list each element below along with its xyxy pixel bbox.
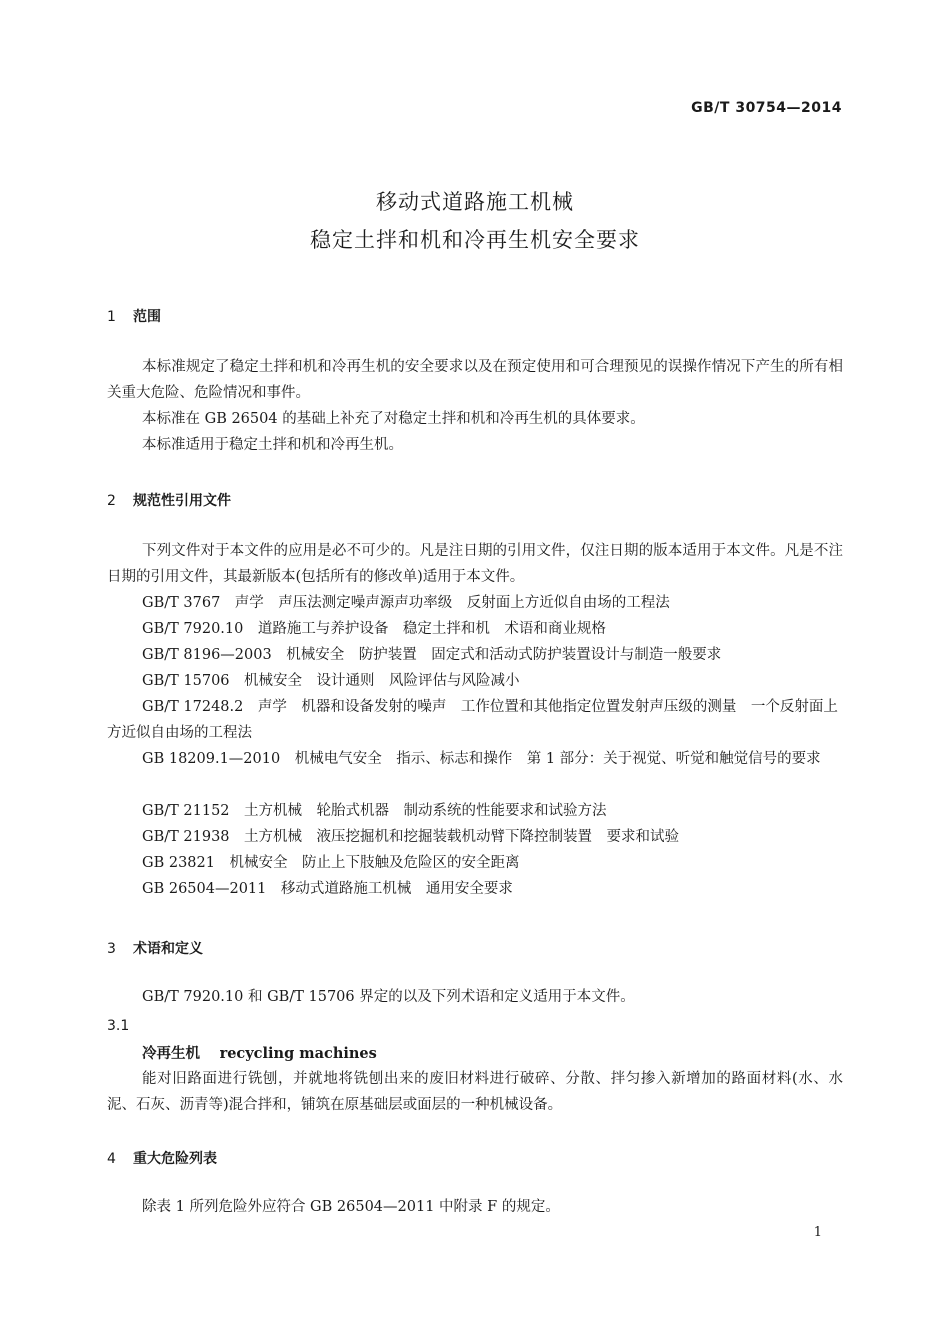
reference-item: GB/T 3767 声学 声压法测定噪声源声功率级 反射面上方近似自由场的工程法: [142, 595, 670, 611]
reference-item: GB/T 7920.10 道路施工与养护设备 稳定土拌和机 术语和商业规格: [142, 621, 606, 637]
section-heading-scope: [107, 306, 161, 326]
reference-item: GB/T 8196—2003 机械安全 防护装置 固定式和活动式防护装置设计与制造一般要求: [142, 647, 722, 663]
reference-item: GB 26504—2011 移动式道路施工机械 通用安全要求: [142, 881, 513, 897]
paragraph: 除表 1 所列危险外应符合 GB 26504—2011 中附录 F 的规定。: [142, 1199, 560, 1215]
section-title: 重大危险列表: [133, 1151, 217, 1167]
document-title-line1: 移动式道路施工机械: [376, 190, 574, 214]
reference-item: GB/T 21152 土方机械 轮胎式机器 制动系统的性能要求和试验方法: [142, 803, 607, 819]
paragraph: 本标准规定了稳定土拌和机和冷再生机的安全要求以及在预定使用和可合理预见的误操作情况下产生的所有相关重大危险、危险情况和事件。: [107, 359, 843, 401]
section-number: 3: [107, 941, 116, 957]
paragraph: 本标准适用于稳定土拌和机和冷再生机。: [142, 437, 403, 453]
reference-item: GB 18209.1—2010 机械电气安全 指示、标志和操作 第 1 部分：关于视觉、听觉和触觉信号的要求: [142, 751, 821, 767]
section-title: 范围: [133, 309, 161, 325]
reference-item: GB/T 21938 土方机械 液压挖掘机和挖掘装载机动臂下降控制装置 要求和试验: [142, 829, 680, 845]
page-number: 1: [813, 1225, 822, 1240]
paragraph: GB/T 7920.10 和 GB/T 15706 界定的以及下列术语和定义适用于本文件。: [142, 989, 635, 1005]
section-number: 4: [107, 1151, 116, 1167]
standard-number: GB/T 30754—2014: [691, 100, 842, 116]
section-number: 1: [107, 309, 116, 325]
section-heading-hazards: [107, 1148, 217, 1168]
section-number: 2: [107, 493, 116, 509]
reference-item: GB/T 17248.2 声学 机器和设备发射的噪声 工作位置和其他指定位置发射声压级的测量 一个反射面上方近似自由场的工程法: [107, 699, 838, 741]
paragraph: 本标准在 GB 26504 的基础上补充了对稳定土拌和机和冷再生机的具体要求。: [142, 411, 645, 427]
paragraph: 下列文件对于本文件的应用是必不可少的。凡是注日期的引用文件，仅注日期的版本适用于本文件。凡是不注日期的引用文件，其最新版本(包括所有的修改单)适用于本文件。: [107, 543, 843, 585]
term-chinese: 冷再生机: [142, 1045, 200, 1062]
section-heading-terms: [107, 938, 203, 958]
term-number: 3.1: [107, 1018, 130, 1034]
term-definition: 能对旧路面进行铣刨，并就地将铣刨出来的废旧材料进行破碎、分散、拌匀掺入新增加的路面材料(水、水泥、石灰、沥青等)混合拌和，铺筑在原基础层或面层的一种机械设备。: [107, 1071, 843, 1113]
term-english: recycling machines: [219, 1045, 377, 1062]
document-title-line2: 稳定土拌和机和冷再生机安全要求: [310, 228, 640, 252]
section-title: 规范性引用文件: [133, 493, 231, 509]
reference-item: GB 23821 机械安全 防止上下肢触及危险区的安全距离: [142, 855, 520, 871]
section-title: 术语和定义: [133, 941, 203, 957]
term-entry: [142, 1042, 377, 1063]
reference-item: GB/T 15706 机械安全 设计通则 风险评估与风险减小: [142, 673, 520, 689]
section-heading-references: [107, 490, 231, 510]
